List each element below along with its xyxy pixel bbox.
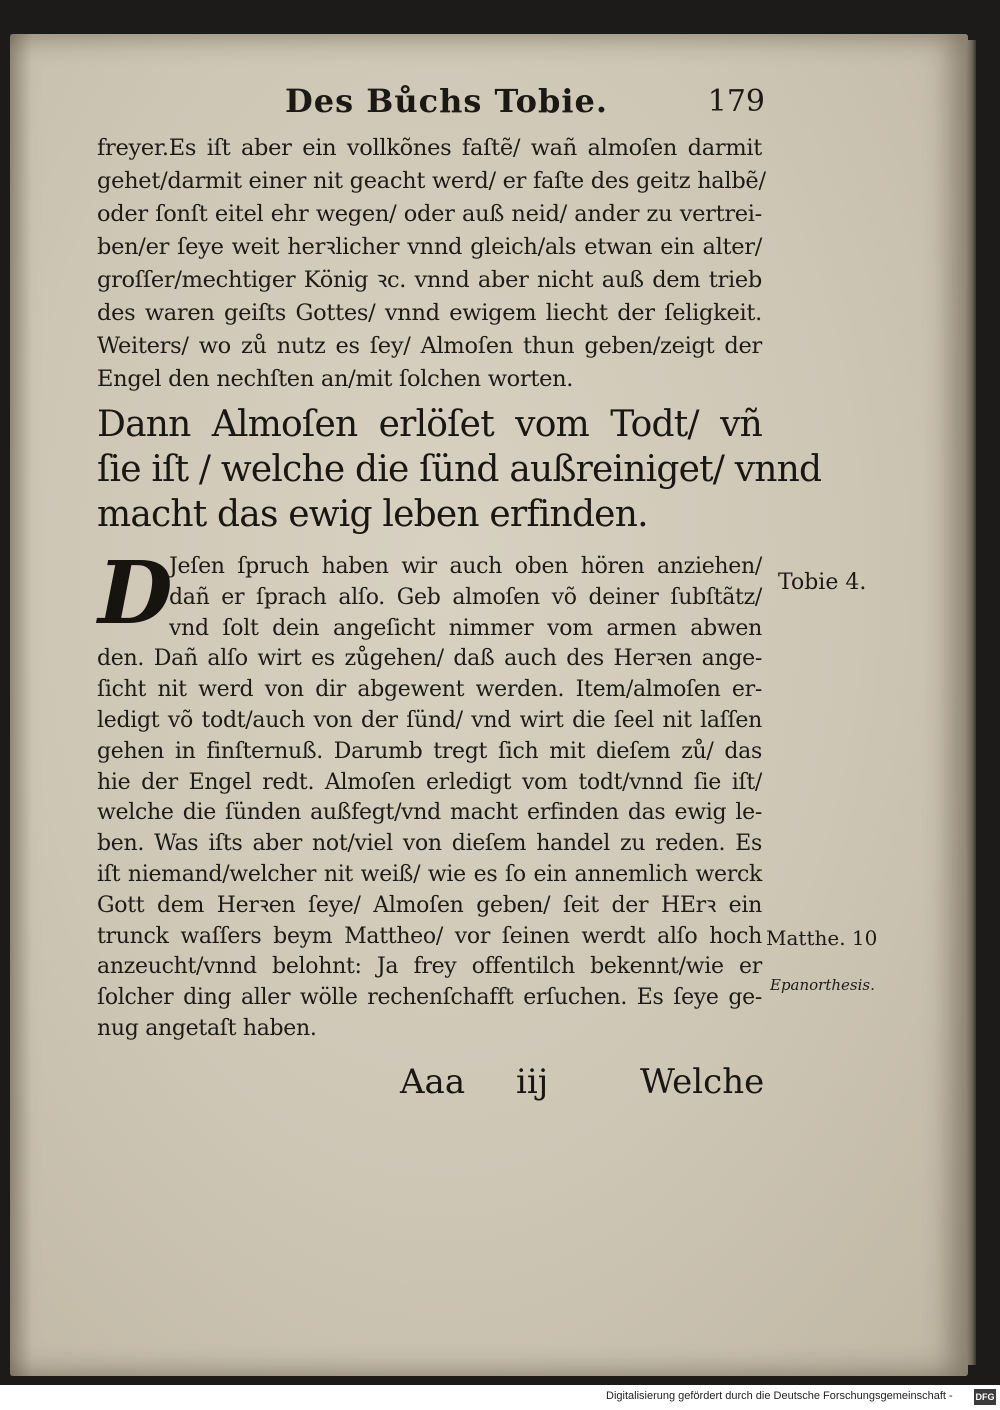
decorated-initial: D	[98, 543, 173, 644]
text-line: welche die ſünden außfegt/vnd macht erfinden das ewig le-	[97, 800, 762, 826]
text-line: ſicht nit werd von dir abgewent werden. Item/almoſen er-	[97, 677, 762, 703]
text-line: ben. Was iſts aber not/viel von dieſem handel zu reden. Es	[97, 831, 762, 857]
margin-note-tobie: Tobie 4.	[778, 570, 867, 595]
text-line: groſſer/mechtiger König ꝛc. vnnd aber nicht auß dem trieb	[97, 267, 762, 293]
catchword: Welche	[640, 1062, 765, 1102]
quotation-line: macht das ewig leben erfinden.	[97, 494, 648, 535]
page-edge	[966, 40, 976, 1365]
dfg-logo: DFG	[974, 1389, 996, 1405]
text-line: ledigt võ todt/auch von der ſünd/ vnd wirt die ſeel nit laſſen	[97, 707, 762, 733]
text-line: Weiters/ wo zů nutz es ſey/ Almoſen thun geben/zeigt der	[97, 333, 762, 359]
margin-note-epanorthesis: Epanorthesis.	[770, 976, 875, 994]
gutter-shadow	[10, 34, 32, 1376]
text-line: dañ er ſprach alſo. Geb almoſen võ deiner ſubſtãtz/	[169, 584, 762, 610]
text-line: nug angetaſt haben.	[97, 1015, 317, 1041]
text-line: des waren geiſts Gottes/ vnnd ewigem liecht der ſeligkeit.	[97, 300, 762, 326]
text-line: vnd ſolt dein angeſicht nimmer vom armen abwen	[169, 615, 762, 641]
quotation-block	[97, 402, 822, 537]
text-line: gehen in finſternuß. Darumb tregt ſich mit dieſem zů/ das	[97, 738, 762, 764]
running-head: Des Bůchs Tobie.	[285, 82, 608, 120]
paragraph-2	[97, 543, 762, 1045]
digitization-credit: Digitalisierung gefördert durch die Deutsche Forschungsgemeinschaft -	[606, 1390, 953, 1402]
quotation-line: ſie iſt / welche die ſünd außreiniget/ vnnd	[97, 449, 822, 490]
page-number: 179	[707, 84, 765, 119]
text-line: ſolcher ding aller wölle rechenſchafft erſuchen. Es ſeye ge-	[97, 985, 762, 1011]
text-line: iſt niemand/welcher nit weiß/ wie es ſo ein annemlich werck	[97, 861, 762, 887]
paragraph-1	[97, 132, 766, 396]
leaf-number: iij	[516, 1062, 549, 1102]
text-line: freyer.Es iſt aber ein vollkõnes faſtẽ/ wañ almoſen darmit	[97, 135, 762, 161]
text-line: trunck waſſers beym Mattheo/ vor ſeinen werdt alſo hoch	[97, 923, 762, 949]
catchword-line	[400, 1062, 765, 1112]
text-line: den. Dañ alſo wirt es zůgehen/ daß auch des Herꝛen ange-	[97, 646, 762, 672]
text-line: Jeſen ſpruch haben wir auch oben hören anziehen/	[169, 554, 762, 579]
text-line: ben/er ſeye weit herꝛlicher vnnd gleich/als etwan ein alter/	[97, 234, 762, 260]
text-line: anzeucht/vnnd belohnt: Ja frey offentilch bekennt/wie er	[97, 954, 762, 980]
page-header	[285, 82, 765, 126]
text-line: Engel den nechſten an/mit ſolchen worten.	[97, 366, 574, 392]
text-line: Gott dem Herꝛen ſeye/ Almoſen geben/ ſeit der HErꝛ ein	[97, 892, 762, 918]
quotation-line: Dann Almoſen erlöſet vom Todt/ vñ	[97, 404, 762, 445]
text-line: oder ſonſt eitel ehr wegen/ oder auß neid/ ander zu vertrei-	[97, 201, 762, 227]
margin-note-matthe: Matthe. 10	[766, 926, 878, 950]
signature-mark: Aaa	[400, 1062, 466, 1102]
text-line: gehet/darmit einer nit geacht werd/ er faſte des geitz halbẽ/	[97, 168, 766, 194]
text-line: hie der Engel redt. Almoſen erledigt vom todt/vnnd ſie iſt/	[97, 769, 762, 795]
